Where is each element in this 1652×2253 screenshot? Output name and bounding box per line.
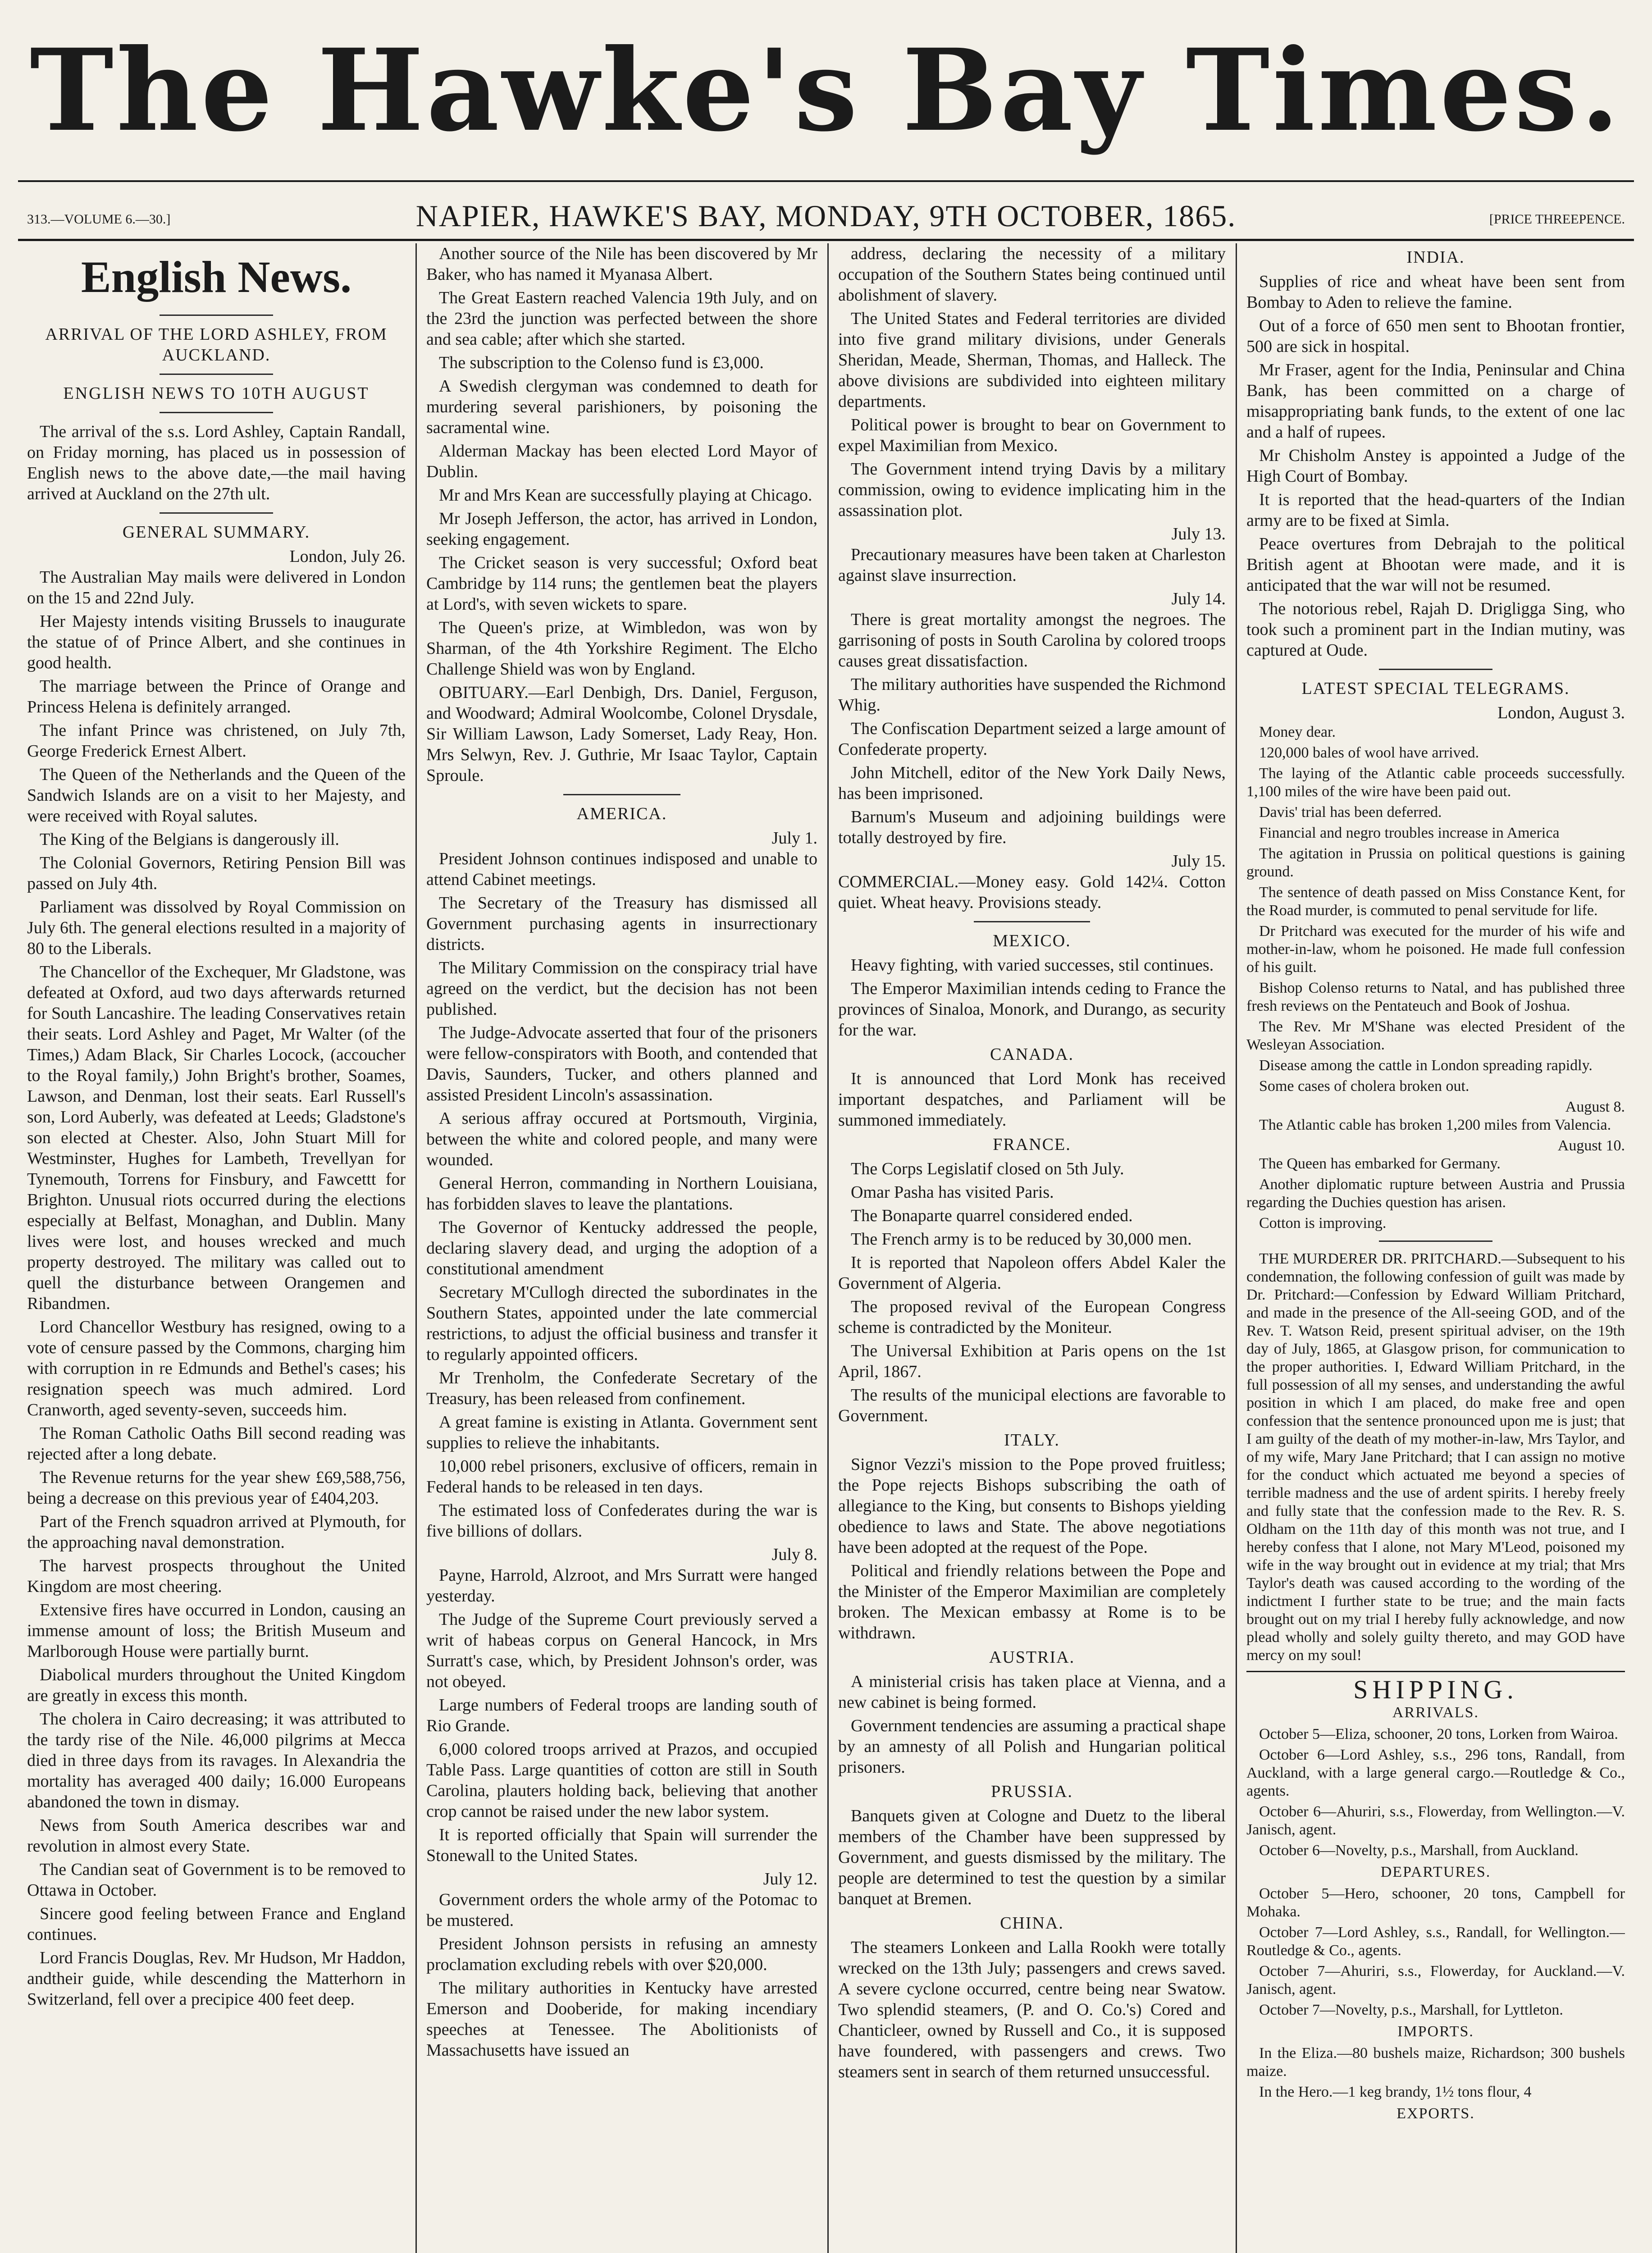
mexico-paragraphs	[838, 955, 1226, 1040]
paragraph: October 5—Eliza, schooner, 20 tons, Lorken from Wairoa.	[1259, 1726, 1618, 1742]
news-paragraphs	[426, 243, 817, 786]
paragraph: Money dear.	[1259, 724, 1336, 740]
imports-list	[1246, 2044, 1625, 2101]
paragraph: President Johnson persists in refusing an amnesty proclamation excluding rebels with over $20,000.	[426, 1934, 817, 1974]
paragraph: Government orders the whole army of the Potomac to be mustered.	[426, 1890, 817, 1930]
paragraph: Political power is brought to bear on Government to expel Maximilian from Mexico.	[838, 415, 1226, 455]
paragraph: In the Hero.—1 keg brandy, 1½ tons flour, 4	[1259, 2084, 1532, 2100]
paragraph: Payne, Harrold, Alzroot, and Mrs Surratt were hanged yesterday.	[426, 1566, 817, 1605]
paragraph: Alderman Mackay has been elected Lord Mayor of Dublin.	[426, 442, 817, 481]
austria-paragraphs	[838, 1671, 1226, 1778]
paragraph: The Roman Catholic Oaths Bill second reading was rejected after a long debate.	[27, 1424, 406, 1464]
paragraph: The King of the Belgians is dangerously ill.	[40, 830, 339, 849]
canada-paragraphs	[838, 1068, 1226, 1131]
paragraph: Disease among the cattle in London spreading rapidly.	[1259, 1057, 1593, 1074]
paragraph: Part of the French squadron arrived at Plymouth, for the approaching naval demonstration.	[27, 1512, 406, 1552]
paragraph: The Bonaparte quarrel considered ended.	[851, 1206, 1133, 1225]
paragraph: Peace overtures from Debrajah to the political British agent at Bhootan were made, and it is anticipated that the war will not be resumed.	[1246, 534, 1625, 595]
divider	[160, 374, 273, 375]
paragraph: The Candian seat of Government is to be removed to Ottawa in October.	[27, 1860, 406, 1900]
paragraph: President Johnson continues indisposed and unable to attend Cabinet meetings.	[426, 849, 817, 889]
paragraph: The Australian May mails were delivered in London on the 15 and 22nd July.	[27, 568, 406, 607]
arrivals-heading: ARRIVALS.	[1392, 1704, 1479, 1721]
paragraph: The subscription to the Colenso fund is £3,000.	[439, 353, 764, 372]
paragraph: The military authorities have suspended the Richmond Whig.	[838, 675, 1226, 715]
paragraph: Large numbers of Federal troops are landing south of Rio Grande.	[426, 1696, 817, 1735]
paragraph: The estimated loss of Confederates during the war is five billions of dollars.	[426, 1501, 817, 1541]
paragraph: Another source of the Nile has been discovered by Mr Baker, who has named it Myanasa Albert.	[426, 244, 817, 284]
paragraph: The Confiscation Department seized a large amount of Confederate property.	[838, 719, 1226, 759]
arrival-heading: ARRIVAL OF THE LORD ASHLEY, FROM AUCKLAND.	[45, 325, 388, 365]
intro-paragraph: The arrival of the s.s. Lord Ashley, Captain Randall, on Friday morning, has placed us in possession of English news to the above date,—the mail having arrived at Auckland on the 27th ult.	[27, 422, 406, 503]
paragraph: The Corps Legislatif closed on 5th July.	[851, 1159, 1124, 1178]
column-1	[27, 243, 406, 2253]
masthead-title: The Hawke's Bay Times.	[30, 24, 1622, 156]
paragraph: Mr Trenholm, the Confederate Secretary of the Treasury, has been released from confinement.	[426, 1368, 817, 1408]
paragraph: Mr and Mrs Kean are successfully playing at Chicago.	[439, 486, 812, 505]
paragraph: The Atlantic cable has broken 1,200 miles from Valencia.	[1259, 1117, 1611, 1133]
date-july-13: July 13.	[1171, 524, 1226, 543]
price: [PRICE THREEPENCE.	[1489, 212, 1625, 227]
paragraph: It is reported officially that Spain will surrender the Stonewall to the United States.	[426, 1825, 817, 1865]
column-rule	[827, 243, 829, 2253]
paragraph: Mr Chisholm Anstey is appointed a Judge of the High Court of Bombay.	[1246, 446, 1625, 486]
departures-list	[1246, 1885, 1625, 2019]
paragraph: Diabolical murders throughout the United Kingdom are greatly in excess this month.	[27, 1665, 406, 1705]
paragraph: A great famine is existing in Atlanta. Government sent supplies to relieve the inhabitants.	[426, 1413, 817, 1452]
paragraph: A serious affray occured at Portsmouth, Virginia, between the white and colored people, and many were wounded.	[426, 1109, 817, 1169]
austria-heading: AUSTRIA.	[989, 1648, 1075, 1667]
columns	[27, 243, 1625, 2253]
america-heading: AMERICA.	[576, 804, 667, 823]
telegrams-aug-8	[1246, 1116, 1625, 1134]
paragraph: Heavy fighting, with varied successes, stil continues.	[851, 956, 1214, 975]
dateline	[27, 198, 1625, 239]
date-july-1: July 1.	[771, 829, 817, 848]
paragraph: The Emperor Maximilian intends ceding to France the provinces of Sinaloa, Monork, and Durango, as security for the war.	[838, 979, 1226, 1040]
date-july-15: July 15.	[1171, 852, 1226, 871]
paragraph: October 7—Lord Ashley, s.s., Randall, for Wellington.—Routledge & Co., agents.	[1246, 1924, 1625, 1959]
china-paragraphs	[838, 1937, 1226, 2082]
paragraph: It is announced that Lord Monk has received important despatches, and Parliament will be summoned immediately.	[838, 1069, 1226, 1130]
china-heading: CHINA.	[1000, 1914, 1064, 1933]
france-heading: FRANCE.	[993, 1135, 1071, 1154]
summary-paragraphs	[27, 567, 406, 2010]
date-aug-10: August 10.	[1557, 1137, 1625, 1154]
paragraph: The Colonial Governors, Retiring Pension Bill was passed on July 4th.	[27, 853, 406, 893]
paragraph: News from South America describes war and revolution in almost every State.	[27, 1816, 406, 1856]
shipping-heading: SHIPPING.	[1353, 1675, 1518, 1704]
paragraph: The marriage between the Prince of Orange and Princess Helena is definitely arranged.	[27, 677, 406, 716]
paragraph: The cholera in Cairo decreasing; it was attributed to the tardy rise of the Nile. 46,000 pilgrims at Mecca died in three days from its ravages. In Alexandria the mortality has averaged 400 daily; 16.000 Europeans abandoned the town in dismay.	[27, 1710, 406, 1811]
paragraph: Precautionary measures have been taken at Charleston against slave insurrection.	[838, 545, 1226, 585]
volume-number: 313.—VOLUME 6.—30.]	[27, 212, 171, 227]
divider	[160, 412, 273, 413]
paragraph: address, declaring the necessity of a military occupation of the Southern States being continued until abolishment of slavery.	[838, 244, 1226, 305]
paragraph: The Government intend trying Davis by a military commission, owing to evidence implicating him in the assassination plot.	[838, 460, 1226, 520]
column-4	[1246, 243, 1625, 2253]
date-july-14: July 14.	[1171, 589, 1226, 608]
paragraph: Mr Joseph Jefferson, the actor, has arrived in London, seeking engagement.	[426, 509, 817, 549]
pritchard-confession: THE MURDERER DR. PRITCHARD.—Subsequent to his condemnation, the following confession of guilt was made by Dr. Pritchard:—Confession by Edward William Pritchard, and made in the presence of the All-seeing GOD, and of the Rev. T. Watson Reid, present spiritual adviser, on the 19th day of July, 1865, at Glasgow prison, for communication to the proper authorities. I, Edward William Pritchard, in the full possession of all my senses, and understanding the awful position in which I am placed, do make free and open confession that the sentence pronounced upon me is just; that I am guilty of the death of my mother-in-law, Mrs Taylor, and of my wife, Mary Jane Pritchard; that I can assign no motive for the conduct which actuated me beyond a species of terrible madness and the use of ardent spirits. I hereby freely and fully state that the confession made to the Rev. R. S. Oldham on the 11th day of this month was not true, and I hereby confess that I alone, not Mary M'Leod, poisoned my wife in the way brought out in evidence at my trial; that Mrs Taylor's death was caused according to the wording of the indictment I further state to be true; and the main facts brought out on my trial I hereby fully acknowledge, and now plead wholly and solely guilty thereto, and may GOD have mercy on my soul!	[1246, 1250, 1625, 1664]
paragraph: The United States and Federal territories are divided into five grand military divisions, under Generals Sheridan, Meade, Sherman, Thomas, and Halleck. The above divisions are subdivided into eighteen military departments.	[838, 309, 1226, 411]
paragraph: The Queen's prize, at Wimbledon, was won by Sharman, of the 4th Yorkshire Regiment. The Elcho Challenge Shield was won by England.	[426, 618, 817, 679]
telegrams-aug-10	[1246, 1155, 1625, 1232]
paragraph: There is great mortality amongst the negroes. The garrisoning of posts in South Carolina by colored troops causes great dissatisfaction.	[838, 610, 1226, 670]
paragraph: The sentence of death passed on Miss Constance Kent, for the Road murder, is commuted to penal servitude for life.	[1246, 884, 1625, 919]
telegrams-aug-3	[1246, 723, 1625, 1095]
india-heading: INDIA.	[1406, 248, 1465, 267]
paragraph: Extensive fires have occurred in London, causing an immense amount of loss; the British Museum and Marlborough House were partially burnt.	[27, 1601, 406, 1661]
paragraph: The Chancellor of the Exchequer, Mr Gladstone, was defeated at Oxford, aud two days afterwards returned for South Lancashire. The leading Conservatives retain their seats. Lord Ashley and Paget, Mr Walter (of the Times,) Adam Black, Sir Charles Locock, (accoucher to the Royal family,) John Bright's brother, Soames, Lawson, and Denman, lost their seats. Earl Russell's son, Lord Auberly, was defeated at Leeds; Gladstone's son elected at Chester. Also, John Stuart Mill for Westminster, Hughes for Lambeth, Trevellyan for Tynemouth, Torrens for Finsbury, and Fawcettt for Brighton. Unusual riots occurred during the elections especially at Belfast, Monaghan, and Dublin. Many lives were lost, and houses wrecked and much property destroyed. The military was called out to quell the disturbance between Orangemen and Ribandmen.	[27, 962, 406, 1313]
paragraph: Omar Pasha has visited Paris.	[851, 1183, 1054, 1202]
paragraph: A Swedish clergyman was condemned to death for murdering several parishioners, by poisoning the sacramental wine.	[426, 377, 817, 437]
paragraph: October 6—Novelty, p.s., Marshall, from Auckland.	[1259, 1842, 1579, 1859]
france-paragraphs	[838, 1158, 1226, 1426]
paragraph: The Governor of Kentucky addressed the people, declaring slavery dead, and urging the adoption of a constitutional amendment	[426, 1218, 817, 1278]
paragraph: The Queen of the Netherlands and the Queen of the Sandwich Islands are on a visit to her Majesty, and were received with Royal salutes.	[27, 765, 406, 825]
column-2	[426, 243, 817, 2253]
summary-heading: GENERAL SUMMARY.	[122, 523, 310, 542]
canada-heading: CANADA.	[990, 1045, 1074, 1064]
paragraph: Some cases of cholera broken out.	[1259, 1078, 1469, 1095]
paragraph: 120,000 bales of wool have arrived.	[1259, 744, 1479, 761]
date-aug-3: London, August 3.	[1497, 703, 1625, 722]
imports-heading: IMPORTS.	[1397, 2023, 1474, 2040]
paragraph: Government tendencies are assuming a practical shape by an amnesty of all Polish and Hungarian political prisoners.	[838, 1716, 1226, 1777]
paragraph: Parliament was dissolved by Royal Commission on July 6th. The general elections resulted in a majority of 80 to the Liberals.	[27, 898, 406, 958]
date-july-12: July 12.	[763, 1870, 817, 1888]
italy-heading: ITALY.	[1004, 1431, 1060, 1450]
paragraph: The infant Prince was christened, on July 7th, George Frederick Ernest Albert.	[27, 721, 406, 761]
divider	[1246, 1671, 1625, 1672]
paragraph: October 6—Ahuriri, s.s., Flowerday, from Wellington.—V. Janisch, agent.	[1246, 1803, 1625, 1838]
paragraph: General Herron, commanding in Northern Louisiana, has forbidden slaves to leave the plantations.	[426, 1174, 817, 1213]
paragraph: The results of the municipal elections are favorable to Government.	[838, 1386, 1226, 1425]
divider	[1379, 1241, 1492, 1242]
paragraph: October 7—Ahuriri, s.s., Flowerday, for Auckland.—V. Janisch, agent.	[1246, 1963, 1625, 1998]
exports-heading: EXPORTS.	[1396, 2105, 1475, 2122]
paragraph: The notorious rebel, Rajah D. Drigligga Sing, who took such a prominent part in the Indian mutiny, was captured at Oude.	[1246, 599, 1625, 660]
place-date: NAPIER, HAWKE'S BAY, MONDAY, 9TH OCTOBER, 1865.	[415, 199, 1237, 233]
telegrams-heading: LATEST SPECIAL TELEGRAMS.	[1301, 679, 1570, 698]
paragraph: Banquets given at Cologne and Duetz to the liberal members of the Chamber have been suppressed by Government, and guests dismissed by the military. The people are determined to test the question by a similar banquet at Bremen.	[838, 1806, 1226, 1908]
paragraph: The laying of the Atlantic cable proceeds successfully. 1,100 miles of the wire have been paid out.	[1246, 765, 1625, 800]
arrivals-list	[1246, 1725, 1625, 1860]
paragraph: The Cricket season is very successful; Oxford beat Cambridge by 114 runs; the gentlemen beat the players at Lord's, with seven wickets to spare.	[426, 553, 817, 614]
paragraph: Lord Francis Douglas, Rev. Mr Hudson, Mr Haddon, andtheir guide, while descending the Matterhorn in Switzerland, fell over a precipice 400 feet deep.	[27, 1948, 406, 2009]
paragraph: October 7—Novelty, p.s., Marshall, for Lyttleton.	[1259, 2002, 1563, 2018]
paragraph: Lord Chancellor Westbury has resigned, owing to a vote of censure passed by the Commons, charging him with corruption in re Edmunds and Bethel's cases; his resignation speech was much admired. Lord Cranworth, aged seventy-seven, succeeds him.	[27, 1318, 406, 1419]
paragraph: Another diplomatic rupture between Austria and Prussia regarding the Duchies question has arisen.	[1246, 1176, 1625, 1211]
paragraph: The proposed revival of the European Congress scheme is contradicted by the Moniteur.	[838, 1297, 1226, 1337]
paragraph: The Universal Exhibition at Paris opens on the 1st April, 1867.	[838, 1341, 1226, 1381]
paragraph: The Revenue returns for the year shew £69,588,756, being a decrease on this previous year of £404,203.	[27, 1468, 406, 1508]
prussia-heading: PRUSSIA.	[991, 1782, 1073, 1801]
paragraph: Mr Fraser, agent for the India, Peninsular and China Bank, has been committed on a charge of misappropriating bank funds, to the extent of one lac and a half of rupees.	[1246, 360, 1625, 442]
paragraph: Her Majesty intends visiting Brussels to inaugurate the statue of of Prince Albert, and she continues in good health.	[27, 612, 406, 672]
america-continued	[838, 243, 1226, 521]
paragraph: Barnum's Museum and adjoining buildings were totally destroyed by fire.	[838, 807, 1226, 847]
paragraph: The steamers Lonkeen and Lalla Rookh were totally wrecked on the 13th July; passengers and crews saved. A severe cyclone occurred, centre being near Swatow. Two splendid steamers, (P. and O. Co.'s) Cored and Chanticleer, owned by Russell and Co., it is supposed have foundered, with passengers and crews. Two steamers sent in search of them returned unsuccessful.	[838, 1938, 1226, 2081]
paragraph: The Military Commission on the conspiracy trial have agreed on the verdict, but the decision has not been published.	[426, 958, 817, 1019]
paragraph: In the Eliza.—80 bushels maize, Richardson; 300 bushels maize.	[1246, 2045, 1625, 2080]
paragraph: 6,000 colored troops arrived at Prazos, and occupied Table Pass. Large quantities of cotton are still in South Carolina, plauters holding back, believing that another crop cannot be raised under the new labor system.	[426, 1740, 817, 1821]
paragraph: The Rev. Mr M'Shane was elected President of the Wesleyan Association.	[1246, 1018, 1625, 1053]
paragraph: Political and friendly relations between the Pope and the Minister of the Emperor Maximilian are completely broken. The Mexican embassy at Rome is to be withdrawn.	[838, 1561, 1226, 1642]
italy-paragraphs	[838, 1454, 1226, 1643]
divider	[160, 512, 273, 514]
india-paragraphs	[1246, 271, 1625, 661]
paragraph: The Queen has embarked for Germany.	[1259, 1155, 1501, 1172]
paragraph: October 5—Hero, schooner, 20 tons, Campbell for Mohaka.	[1246, 1885, 1625, 1920]
paragraph: Financial and negro troubles increase in America	[1259, 825, 1560, 841]
paragraph: Signor Vezzi's mission to the Pope proved fruitless; the Pope rejects Bishops subscribing the oath of allegiance to the King, but consents to Bishops yielding obedience to laws and State. The above negotiations have been adopted at the request of the Pope.	[838, 1455, 1226, 1557]
paragraph: Cotton is improving.	[1259, 1215, 1387, 1231]
mexico-heading: MEXICO.	[993, 931, 1071, 950]
divider	[974, 921, 1090, 922]
date-july-8: July 8.	[771, 1545, 817, 1564]
paragraph: Davis' trial has been deferred.	[1259, 804, 1442, 821]
paragraph: The harvest prospects throughout the United Kingdom are most cheering.	[27, 1556, 406, 1596]
paragraph: A ministerial crisis has taken place at Vienna, and a new cabinet is being formed.	[838, 1672, 1226, 1712]
column-rule	[415, 243, 417, 2253]
news-heading: ENGLISH NEWS TO 10TH AUGUST	[63, 384, 370, 403]
july12-paragraphs	[426, 1889, 817, 2061]
july8-paragraphs	[426, 1565, 817, 1866]
paragraph: John Mitchell, editor of the New York Daily News, has been imprisoned.	[838, 763, 1226, 803]
prussia-paragraphs	[838, 1806, 1226, 1909]
divider	[160, 315, 273, 316]
paragraph: Dr Pritchard was executed for the murder of his wife and mother-in-law, whom he poisoned. He made full confession of his guilt.	[1246, 923, 1625, 976]
paragraph: 10,000 rebel prisoners, exclusive of officers, remain in Federal hands to be released in ten days.	[426, 1457, 817, 1496]
column-3	[838, 243, 1226, 2253]
paragraph: The French army is to be reduced by 30,000 men.	[851, 1230, 1192, 1249]
divider	[1379, 669, 1492, 670]
paragraph: Secretary M'Cullogh directed the subordinates in the Southern States, appointed under the late commercial restrictions, to adjust the official business and transfer it to regularly appointed officers.	[426, 1283, 817, 1364]
paragraph: The military authorities in Kentucky have arrested Emerson and Dooberide, for making incendiary speeches at Tenessee. The Abolitionists of Massachusetts have issued an	[426, 1979, 817, 2060]
dateline-rule	[18, 239, 1634, 241]
date-aug-8: August 8.	[1565, 1099, 1625, 1115]
paragraph: The Great Eastern reached Valencia 19th July, and on the 23rd the junction was perfected between the shore and sea cable; after which she started.	[426, 288, 817, 349]
summary-date: London, July 26.	[289, 547, 406, 566]
paragraph: October 6—Lord Ashley, s.s., 296 tons, Randall, from Auckland, with a large general cargo.—Routledge & Co., agents.	[1246, 1747, 1625, 1799]
commercial-report: COMMERCIAL.—Money easy. Gold 142¼. Cotton quiet. Wheat heavy. Provisions steady.	[838, 872, 1226, 912]
paragraph: Sincere good feeling between France and England continues.	[27, 1904, 406, 1944]
column-rule	[1236, 243, 1237, 2253]
departures-heading: DEPARTURES.	[1380, 1864, 1491, 1880]
july13-paragraphs	[838, 544, 1226, 586]
paragraph: It is reported that the head-quarters of the Indian army are to be fixed at Simla.	[1246, 490, 1625, 530]
paragraph: OBITUARY.—Earl Denbigh, Drs. Daniel, Ferguson, and Woodward; Admiral Woolcombe, Colonel Drysdale, Sir William Lawson, Lady Somerset, Lady Reay, Hon. Mrs Selwyn, Rev. J. Guthrie, Mr Isaac Taylor, Captain Sproule.	[426, 683, 817, 785]
paragraph: Supplies of rice and wheat have been sent from Bombay to Aden to relieve the famine.	[1246, 272, 1625, 312]
paragraph: The Judge of the Supreme Court previously served a writ of habeas corpus on General Hancock, in Mrs Surratt's case, which, by President Johnson's order, was not obeyed.	[426, 1610, 817, 1691]
masthead-rule	[18, 180, 1634, 182]
america-paragraphs	[426, 848, 817, 1542]
july14-paragraphs	[838, 609, 1226, 848]
divider	[563, 794, 680, 795]
paragraph: The Secretary of the Treasury has dismissed all Government purchasing agents in insurrectionary districts.	[426, 894, 817, 954]
paragraph: The agitation in Prussia on political questions is gaining ground.	[1246, 845, 1625, 880]
section-title: English News.	[81, 252, 352, 302]
paragraph: Bishop Colenso returns to Natal, and has published three fresh reviews on the Pentateuch and Book of Joshua.	[1246, 980, 1625, 1014]
paragraph: It is reported that Napoleon offers Abdel Kaler the Government of Algeria.	[838, 1253, 1226, 1293]
paragraph: The Judge-Advocate asserted that four of the prisoners were fellow-conspirators with Booth, and contended that Davis, Saunders, Tucker, and others planned and assisted President Lincoln's assassination.	[426, 1023, 817, 1104]
paragraph: Out of a force of 650 men sent to Bhootan frontier, 500 are sick in hospital.	[1246, 316, 1625, 356]
